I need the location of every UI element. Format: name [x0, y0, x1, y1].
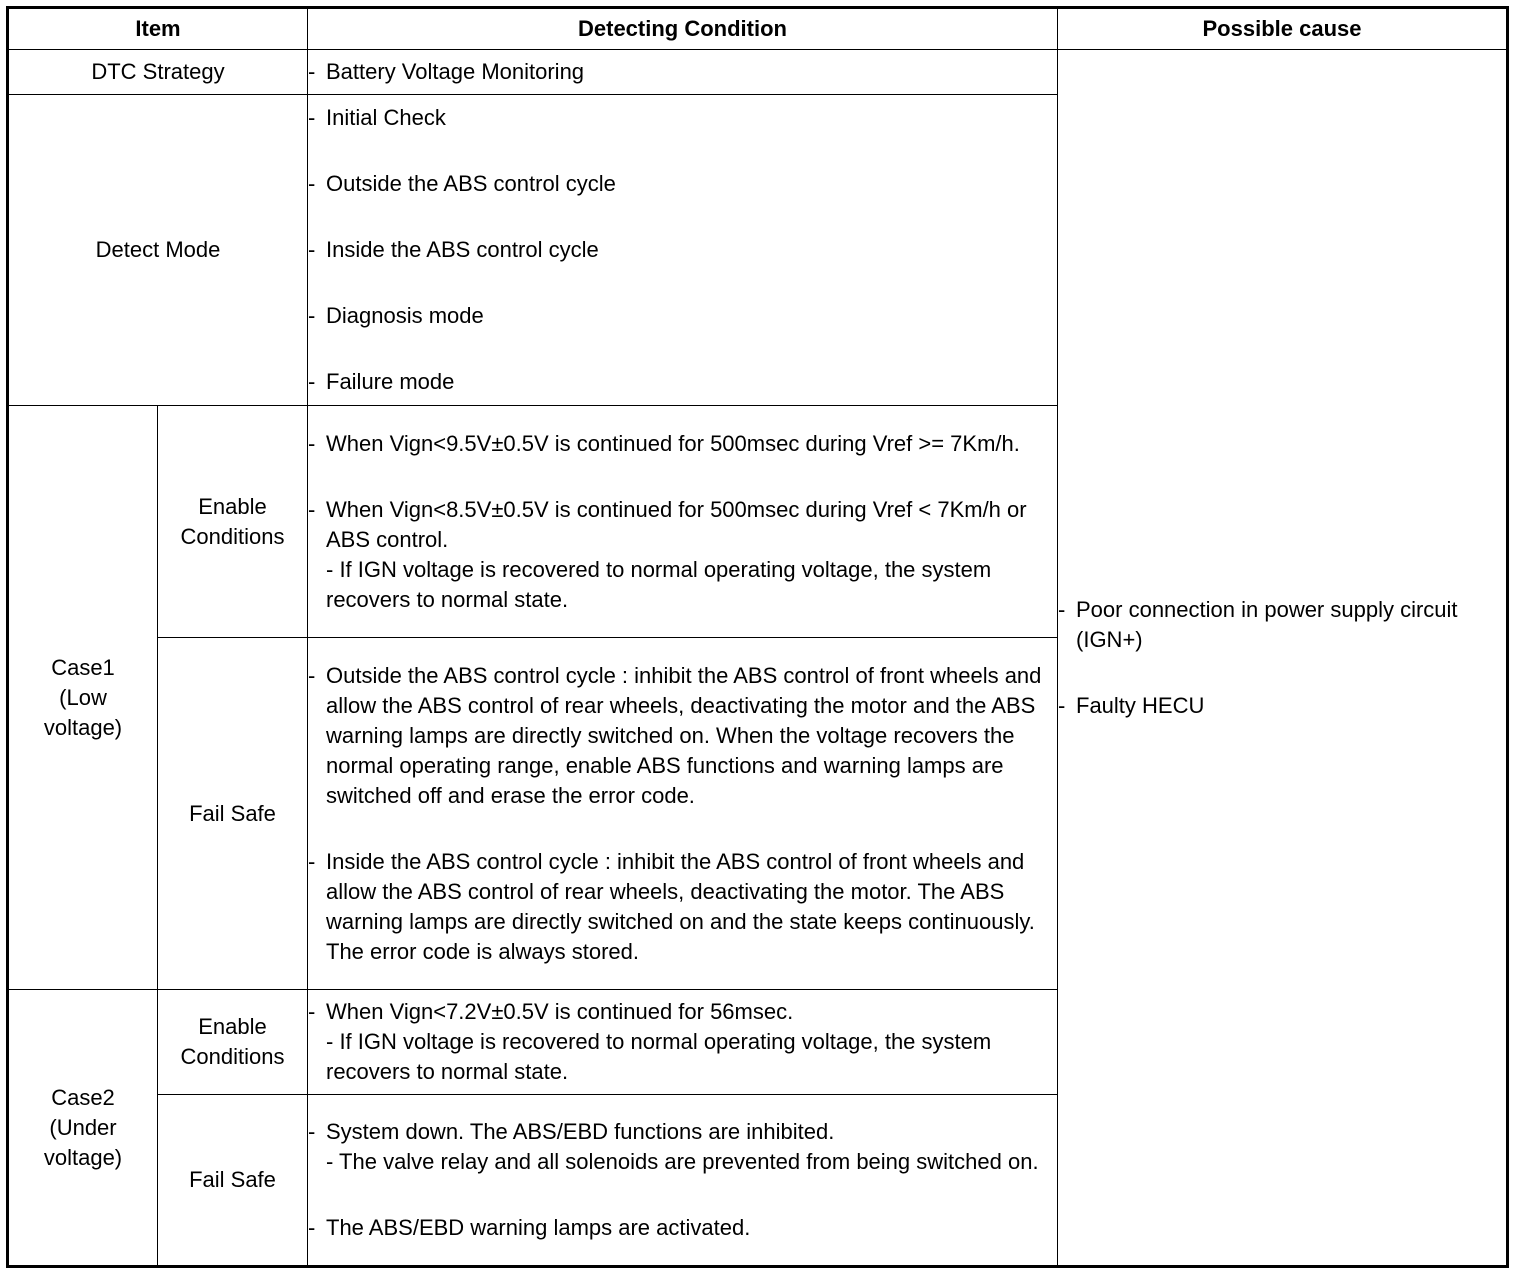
- dtc-strategy-condition: [308, 50, 1058, 95]
- cause-text: Poor connection in power supply circuit (IGN+): [1076, 596, 1458, 652]
- cause-item: [1058, 595, 1506, 655]
- header-row: [8, 8, 1508, 50]
- cause-text: Faulty HECU: [1076, 692, 1205, 718]
- bullet: -: [308, 662, 316, 688]
- list-item: - Diagnosis mode: [308, 301, 1057, 331]
- bullet: -: [308, 237, 316, 262]
- bullet: -: [1058, 596, 1066, 622]
- detect-mode-conditions: [308, 95, 1058, 406]
- case1-enable-conditions: [308, 406, 1058, 638]
- list-item: - Failure mode: [308, 367, 1057, 397]
- case1-failsafe-conditions: [308, 638, 1058, 990]
- list-item: - Outside the ABS control cycle : inhibit the ABS control of front wheels and allow the ABS control of rear wheels, deactivating the motor and the ABS warning lamps are directly switched on. When the voltage recovers the normal operating range, enable ABS functions and warning lamps are switched off and erase the error code.: [308, 661, 1057, 811]
- bullet: -: [308, 848, 316, 874]
- cause-item: [1058, 691, 1506, 721]
- list-item: - When Vign<7.2V±0.5V is continued for 56msec.: [308, 997, 1057, 1027]
- bullet: -: [308, 59, 316, 84]
- sub-item: - If IGN voltage is recovered to normal operating voltage, the system recovers to normal state.: [326, 1029, 992, 1084]
- bullet: -: [308, 1215, 316, 1240]
- case1-label: Case1 (Low voltage): [8, 406, 158, 990]
- list-item: - Inside the ABS control cycle: [308, 235, 1057, 265]
- dtc-strategy-label: DTC Strategy: [8, 50, 308, 95]
- case1-failsafe-label: Fail Safe: [158, 638, 308, 990]
- dtc-table: [6, 6, 1509, 1268]
- header-detecting-condition: Detecting Condition: [308, 8, 1058, 50]
- case2-enable-conditions: [308, 990, 1058, 1095]
- sub-item: - The valve relay and all solenoids are prevented from being switched on.: [326, 1149, 1039, 1174]
- possible-cause-cell: [1058, 50, 1508, 1267]
- list-item: - System down. The ABS/EBD functions are inhibited.: [308, 1117, 1057, 1147]
- sub-item: - If IGN voltage is recovered to normal operating voltage, the system recovers to normal state.: [326, 556, 992, 612]
- case2-label: Case2 (Under voltage): [8, 990, 158, 1267]
- case2-failsafe-label: Fail Safe: [158, 1095, 308, 1267]
- case2-failsafe-conditions: [308, 1095, 1058, 1267]
- list-item: - When Vign<8.5V±0.5V is continued for 500msec during Vref < 7Km/h or ABS control.: [308, 495, 1057, 555]
- bullet: -: [308, 496, 316, 522]
- bullet: -: [308, 430, 316, 456]
- case2-enable-label: Enable Conditions: [158, 990, 308, 1095]
- row-dtc-strategy: [8, 50, 1508, 95]
- header-item: Item: [8, 8, 308, 50]
- detect-mode-label: Detect Mode: [8, 95, 308, 406]
- bullet: -: [308, 171, 316, 196]
- list-item: - The ABS/EBD warning lamps are activated.: [308, 1213, 1057, 1243]
- bullet: -: [308, 999, 316, 1024]
- bullet: -: [308, 105, 316, 130]
- bullet: -: [308, 303, 316, 328]
- dtc-strategy-text: Battery Voltage Monitoring: [326, 59, 585, 84]
- bullet: -: [308, 369, 316, 394]
- bullet: -: [308, 1119, 316, 1144]
- list-item: - Initial Check: [308, 103, 1057, 133]
- dtc-document: [6, 6, 1506, 1265]
- list-item: - Outside the ABS control cycle: [308, 169, 1057, 199]
- list-item: - Inside the ABS control cycle : inhibit the ABS control of front wheels and allow the ABS control of rear wheels, deactivating the motor. The ABS warning lamps are directly switched on and the state keeps continuously. The error code is always stored.: [308, 847, 1057, 967]
- bullet: -: [1058, 692, 1066, 718]
- list-item: - When Vign<9.5V±0.5V is continued for 500msec during Vref >= 7Km/h.: [308, 429, 1057, 459]
- case1-enable-label: Enable Conditions: [158, 406, 308, 638]
- header-possible-cause: Possible cause: [1058, 8, 1508, 50]
